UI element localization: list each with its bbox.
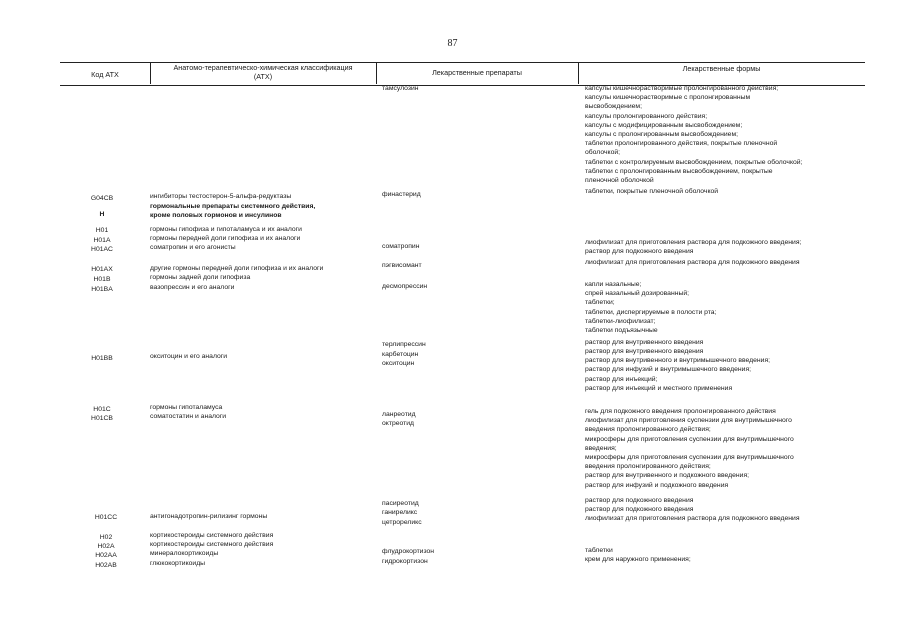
form-item: таблетки; — [585, 299, 615, 307]
atc-code: H01 — [95, 227, 109, 234]
atc-name: гормоны передней доли гипофиза и их аналоги — [150, 235, 301, 242]
atc-name: соматропин и его агонисты — [150, 244, 236, 251]
atc-name: окситоцин и его аналоги — [150, 353, 228, 360]
atc-code: H01BA — [91, 286, 113, 293]
form-item: капсулы кишечнорастворимые пролонгированного действия; — [585, 85, 779, 92]
dosage-form: таблетки — [585, 547, 613, 554]
form-item: лиофилизат для приготовления раствора для подкожного введения — [585, 515, 800, 523]
form-item: раствор для внутривенного и подкожного введения; — [585, 472, 750, 480]
drug-name: финастерид — [382, 191, 421, 198]
atc-name: другие гормоны передней доли гипофиза и их аналоги — [150, 265, 324, 272]
drug-name: флудрокортизон — [382, 548, 435, 555]
dosage-forms-list — [585, 347, 770, 393]
drug-name: терлипрессин — [382, 341, 426, 348]
form-item: таблетки-лиофилизат; — [585, 317, 656, 325]
form-item: раствор для инфузий и внутримышечного введения; — [585, 366, 752, 374]
dosage-forms-list — [585, 280, 716, 335]
atc-name: гормоны гипофиза и гипоталамуса и их аналоги — [150, 226, 302, 233]
form-item: таблетки, диспергируемые в полости рта; — [585, 308, 717, 316]
header-dosage-forms: Лекарственные формы — [682, 64, 761, 73]
form-item: лиофилизат для приготовления суспензии для внутримышечного — [585, 417, 792, 425]
atc-code: H02AA — [95, 552, 117, 559]
header-drugs: Лекарственные препараты — [432, 68, 522, 77]
dosage-forms-list — [585, 238, 801, 256]
atc-code: H02A — [97, 543, 115, 550]
atc-code: H02 — [99, 534, 113, 541]
drug-name: октреотид — [382, 420, 415, 427]
form-item: лиофилизат для приготовления раствора для подкожного введения; — [585, 239, 802, 246]
atc-code: H01CB — [91, 415, 113, 422]
atc-name: гормоны гипоталамуса — [150, 404, 223, 411]
form-item: пленочной оболочкой — [585, 177, 654, 185]
dosage-form: таблетки, покрытые пленочной оболочкой — [585, 188, 719, 195]
form-item: раствор для подкожного введения — [585, 248, 694, 256]
dosage-forms-list — [585, 407, 794, 490]
form-item: таблетки с пролонгированным высвобождением, покрытые — [585, 167, 773, 175]
drug-name: десмопрессин — [382, 283, 428, 290]
form-item: раствор для подкожного введения — [585, 506, 694, 513]
atc-code: H01C — [93, 406, 111, 413]
atc-name: кроме половых гормонов и инсулинов — [150, 212, 282, 219]
atc-name: вазопрессин и его аналоги — [150, 284, 235, 291]
form-item: таблетки подъязычные — [585, 327, 658, 335]
dosage-form: раствор для внутривенного введения — [585, 339, 704, 346]
form-item: раствор для инфузий и подкожного введения — [585, 481, 729, 489]
form-item: раствор для внутривенного введения — [585, 348, 704, 355]
form-item: раствор для инъекций; — [585, 375, 658, 383]
atc-name: глюкокортикоиды — [150, 560, 206, 567]
atc-code: H01AX — [91, 266, 113, 273]
drug-name: цетрореликс — [382, 519, 422, 526]
atc-name: кортикостероиды системного действия — [150, 541, 274, 548]
dosage-form: крем для наружного применения; — [585, 556, 691, 563]
atc-code: H01A — [93, 237, 111, 244]
atc-code: H01B — [93, 276, 111, 283]
form-item: капсулы с модифицированным высвобождением; — [585, 121, 743, 129]
form-item: введения пролонгированного действия; — [585, 463, 711, 471]
atc-name: соматостатин и аналоги — [150, 413, 227, 420]
form-item: оболочкой; — [585, 149, 621, 157]
form-item: введения пролонгированного действия; — [585, 426, 711, 434]
dosage-form: лиофилизат для приготовления раствора для подкожного введения — [585, 259, 800, 266]
form-item: капсулы пролонгированного действия; — [585, 112, 708, 120]
atc-code: G04CB — [90, 195, 114, 202]
header-atc-code: Код АТХ — [91, 70, 119, 79]
form-item: раствор для инъекций и местного применения — [585, 384, 733, 392]
drug-name: пасиреотид — [382, 500, 419, 507]
form-item: таблетки пролонгированного действия, покрытые пленочной — [585, 140, 778, 148]
form-item: капсулы с пролонгированным высвобождением; — [585, 131, 739, 139]
form-item: высвобождением; — [585, 103, 642, 111]
atc-name: минералокортикоиды — [150, 550, 219, 557]
form-item: капсулы кишечнорастворимые с пролонгированным — [585, 94, 751, 102]
drug-name: соматропин — [382, 243, 420, 250]
atc-name: антигонадотропин-рилизинг гормоны — [150, 513, 268, 520]
atc-code: H — [99, 211, 105, 218]
drug-name: окситоцин — [382, 360, 415, 367]
form-item: микросферы для приготовления суспензии для внутримышечного — [585, 435, 794, 443]
drug-name: тамсулозин — [382, 85, 419, 92]
atc-name: кортикостероиды системного действия — [150, 532, 274, 539]
dosage-form: раствор для подкожного введения — [585, 497, 694, 504]
form-item: введения; — [585, 444, 617, 452]
drug-name: карбетоцин — [382, 351, 419, 358]
form-item: микросферы для приготовления суспензии для внутримышечного — [585, 454, 794, 462]
page-number: 87 — [447, 38, 458, 49]
form-item: капли назальные; — [585, 281, 642, 288]
atc-code: H01BB — [91, 355, 113, 362]
drug-name: гидрокортизон — [382, 558, 428, 565]
atc-name: гормональные препараты системного действия, — [150, 203, 316, 210]
dosage-forms-list — [585, 84, 802, 185]
form-item: спрей назальный дозированный; — [585, 290, 690, 298]
dosage-forms-list — [585, 505, 800, 523]
atc-name: ингибиторы тестостерон-5-альфа-редуктазы — [150, 193, 292, 200]
form-item: раствор для внутривенного и внутримышечного введения; — [585, 357, 771, 365]
header-atc-classification: Анатомо-терапевтическо-химическая классификация (АТХ) — [173, 63, 353, 81]
atc-code: H01AC — [91, 246, 113, 253]
drug-name: ланреотид — [382, 411, 416, 418]
form-item: таблетки с контролируемым высвобождением, покрытые оболочкой; — [585, 158, 803, 166]
form-item: гель для подкожного введения пролонгированного действия — [585, 408, 776, 415]
atc-code: H01CC — [94, 514, 118, 521]
atc-name: гормоны задней доли гипофиза — [150, 274, 251, 281]
drug-name: пэгвисомант — [382, 262, 422, 269]
atc-code: H02AB — [95, 562, 117, 569]
drug-name: ганиреликс — [382, 509, 418, 516]
